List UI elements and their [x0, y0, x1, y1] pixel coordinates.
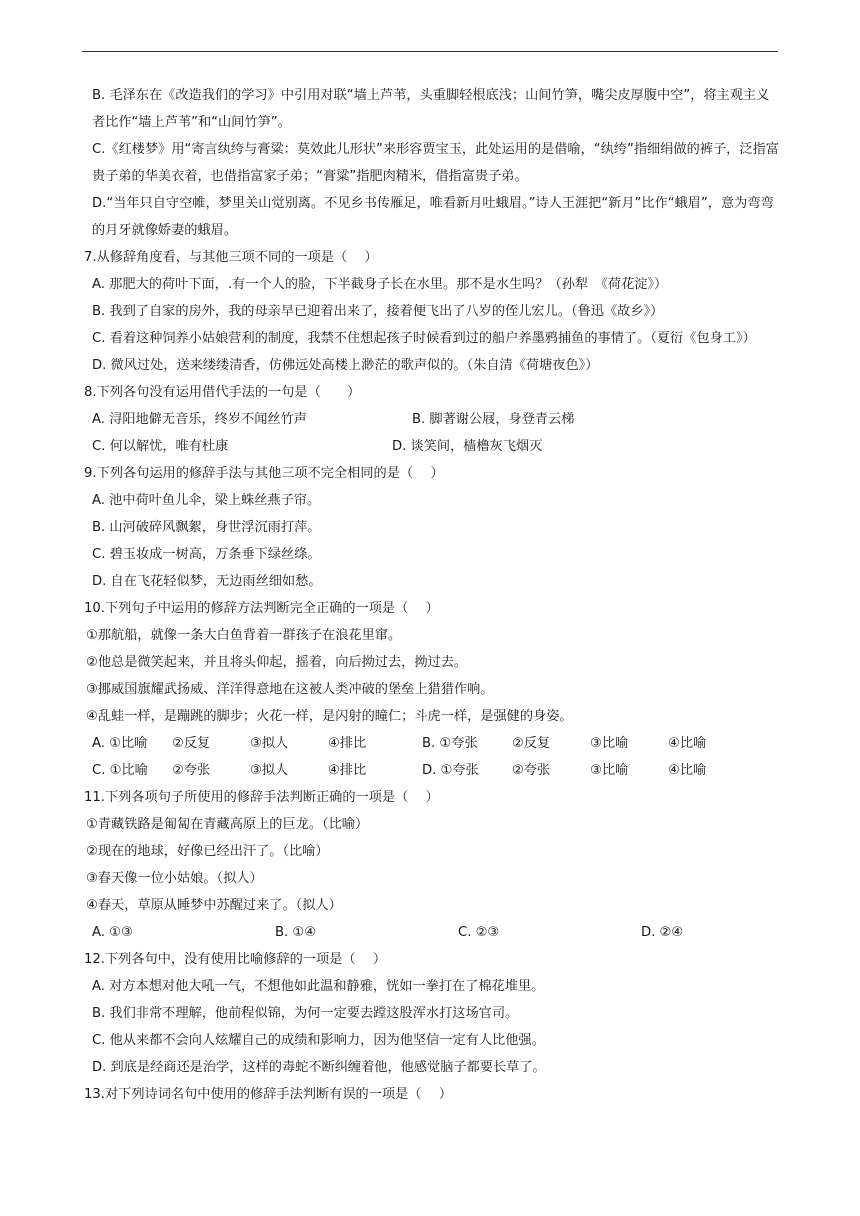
- q11-sentence-1: ①青藏铁路是匍匐在青藏高原上的巨龙。（比喻）: [86, 817, 369, 832]
- q10-b-1: B. ①夸张: [422, 736, 478, 751]
- q10-a-3: ③拟人: [250, 736, 289, 751]
- q12-option-d: D. 到底是经商还是治学，这样的毒蛇不断纠缠着他，他感觉脑子都要长草了。: [92, 1060, 546, 1075]
- q8-option-c: C. 何以解忧，唯有杜康: [92, 439, 229, 454]
- q8-option-a: A. 浔阳地僻无音乐，终岁不闻丝竹声: [92, 412, 307, 427]
- q12-option-c: C. 他从来都不会向人炫耀自己的成绩和影响力，因为他坚信一定有人比他强。: [92, 1033, 545, 1048]
- q9-option-d: D. 自在飞花轻似梦，无边雨丝细如愁。: [92, 574, 322, 589]
- q8-options-row1: [82, 406, 782, 433]
- q11-option-c: C. ②③: [458, 925, 500, 940]
- q10-b-2: ②反复: [512, 736, 551, 751]
- q8-options-row2: [82, 433, 782, 460]
- q7-option-b: B. 我到了自家的房外，我的母亲早已迎着出来了，接着便飞出了八岁的侄儿宏儿。（鲁迅《故乡》）: [92, 304, 664, 319]
- q7-option-d: D. 微风过处，送来缕缕清香，仿佛远处高楼上渺茫的歌声似的。（朱自清《荷塘夜色》）: [92, 358, 599, 373]
- q10-sentence-1: ①那航船，就像一条大白鱼背着一群孩子在浪花里窜。: [86, 628, 402, 643]
- q10-c-3: ③拟人: [250, 763, 289, 778]
- q9-option-a: A. 池中荷叶鱼儿伞，梁上蛛丝燕子帘。: [92, 493, 321, 508]
- q13-stem: 13.对下列诗词名句中使用的修辞手法判断有误的一项是（ ）: [84, 1087, 453, 1102]
- q6-option-c: C.《红楼梦》用“寄言纨绔与膏粱：莫效此儿形状”来形容贾宝玉，此处运用的是借喻，“纨绔”指细绢做的裤子，泛指富贵子弟的华美衣着，也借指富家子弟；“膏粱”指肥肉精米，借指富贵子弟。: [92, 142, 779, 184]
- q8-option-b: B. 脚著谢公屐，身登青云梯: [412, 412, 575, 427]
- q10-d-4: ④比喻: [668, 763, 707, 778]
- q6-option-d: D.“当年只自守空帷，梦里关山觉别离。不见乡书传雁足，唯看新月吐蛾眉。”诗人王涯把“新月”比作“蛾眉”，意为弯弯的月牙就像娇妻的蛾眉。: [92, 196, 774, 238]
- q8-stem: 8.下列各句没有运用借代手法的一句是（ ）: [84, 385, 361, 400]
- q11-sentence-4: ④春天，草原从睡梦中苏醒过来了。（拟人）: [86, 898, 342, 913]
- header-rule: [82, 51, 778, 52]
- q11-option-b: B. ①④: [275, 925, 317, 940]
- q10-b-3: ③比喻: [590, 736, 629, 751]
- q7-option-a: A. 那肥大的荷叶下面，.有一个人的脸，下半截身子长在水里。那不是水生吗？（孙犁 《荷花淀》）: [92, 277, 668, 292]
- q10-a-4: ④排比: [328, 736, 367, 751]
- q9-option-b: B. 山河破碎风飘絮，身世浮沉雨打萍。: [92, 520, 321, 535]
- q10-d-1: D. ①夸张: [422, 763, 479, 778]
- q11-stem: 11.下列各项句子所使用的修辞手法判断正确的一项是（ ）: [84, 790, 439, 805]
- q10-sentence-3: ③挪威国旗耀武扬威、洋洋得意地在这被人类冲破的堡垒上猎猎作响。: [86, 682, 494, 697]
- q9-stem: 9.下列各句运用的修辞手法与其他三项不完全相同的是（ ）: [84, 466, 444, 481]
- q10-d-3: ③比喻: [590, 763, 629, 778]
- q11-sentence-3: ③春天像一位小姑娘。（拟人）: [86, 871, 263, 886]
- q10-c-1: C. ①比喻: [92, 763, 148, 778]
- q10-a-2: ②反复: [172, 736, 211, 751]
- q6-option-b: B. 毛泽东在《改造我们的学习》中引用对联“墙上芦苇，头重脚轻根底浅；山间竹笋，嘴尖皮厚腹中空”，将主观主义者比作“墙上芦苇”和“山间竹笋”。: [92, 88, 770, 130]
- q11-option-d: D. ②④: [641, 925, 684, 940]
- q10-c-2: ②夸张: [172, 763, 211, 778]
- q11-sentence-2: ②现在的地球，好像已经出汗了。（比喻）: [86, 844, 329, 859]
- q10-sentence-2: ②他总是微笑起来，并且将头仰起，摇着，向后拗过去，拗过去。: [86, 655, 468, 670]
- q12-option-b: B. 我们非常不理解，他前程似锦，为何一定要去蹚这股浑水打这场官司。: [92, 1006, 519, 1021]
- q12-option-a: A. 对方本想对他大吼一气，不想他如此温和静雅，恍如一拳打在了棉花堆里。: [92, 979, 545, 994]
- q10-a-1: A. ①比喻: [92, 736, 148, 751]
- q8-option-d: D. 谈笑间，樯橹灰飞烟灭: [392, 439, 543, 454]
- q11-option-a: A. ①③: [92, 925, 133, 940]
- q10-b-4: ④比喻: [668, 736, 707, 751]
- q7-stem: 7.从修辞角度看，与其他三项不同的一项是（ ）: [84, 250, 378, 265]
- q10-sentence-4: ④乱蛙一样，是蹦跳的脚步；火花一样，是闪射的瞳仁；斗虎一样，是强健的身姿。: [86, 709, 573, 724]
- question-list: [82, 82, 782, 1108]
- q10-options-row1: [82, 730, 782, 757]
- q9-option-c: C. 碧玉妆成一树高，万条垂下绿丝绦。: [92, 547, 321, 562]
- q12-stem: 12.下列各句中，没有使用比喻修辞的一项是（ ）: [84, 952, 387, 967]
- q10-d-2: ②夸张: [512, 763, 551, 778]
- q11-options-row: [82, 919, 782, 946]
- q10-stem: 10.下列句子中运用的修辞方法判断完全正确的一项是（ ）: [84, 601, 439, 616]
- q10-options-row2: [82, 757, 782, 784]
- q7-option-c: C. 看着这种饲养小姑娘营利的制度，我禁不住想起孩子时候看到过的船户养墨鸦捕鱼的事情了。（夏衍《包身工》）: [92, 331, 756, 346]
- q10-c-4: ④排比: [328, 763, 367, 778]
